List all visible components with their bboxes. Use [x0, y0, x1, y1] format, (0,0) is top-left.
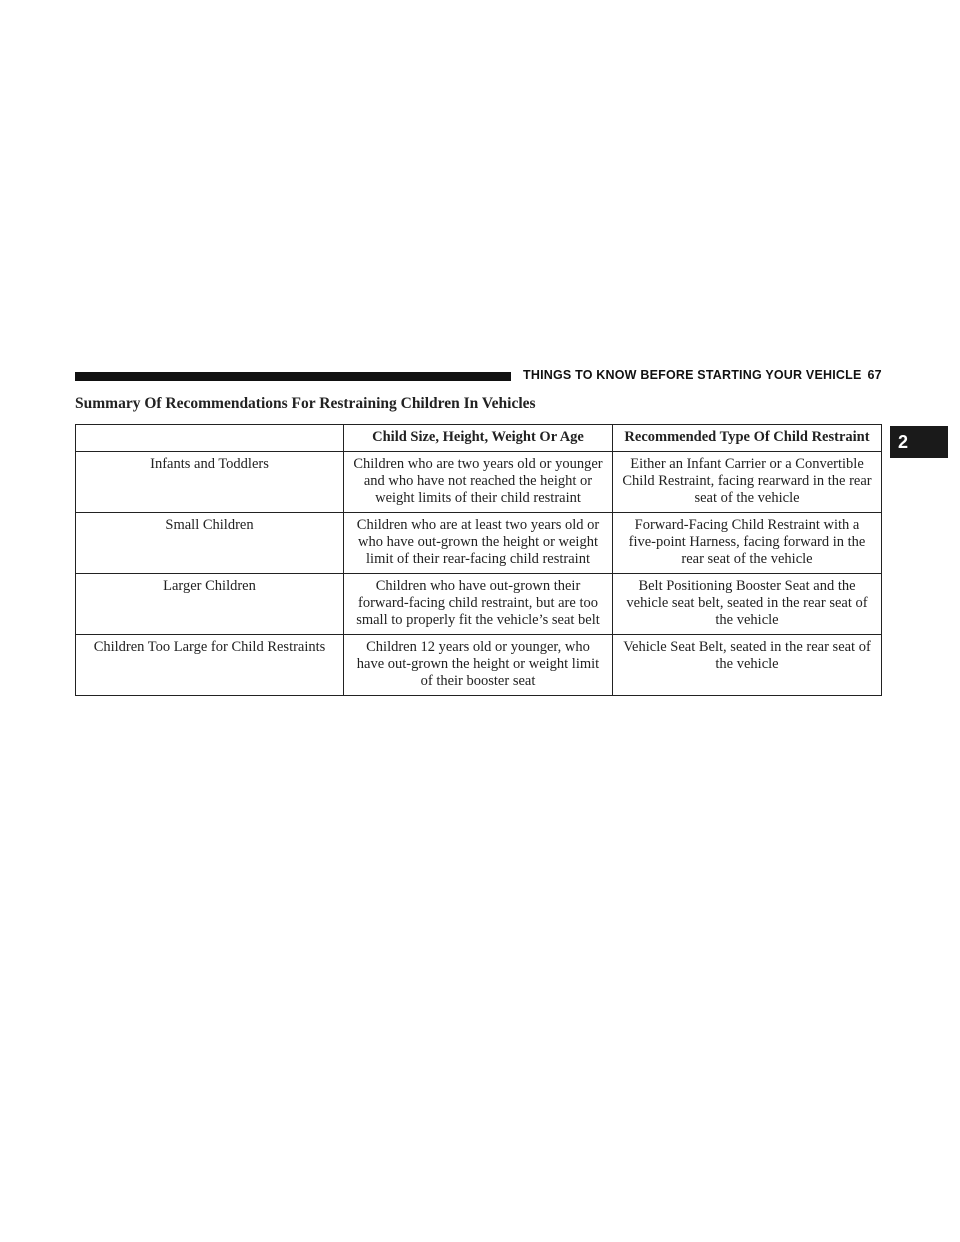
running-header [523, 368, 882, 382]
column-header-child-size: Child Size, Height, Weight Or Age [344, 425, 613, 452]
table-row [76, 635, 882, 696]
recommendations-table [75, 424, 882, 696]
table-header-row [76, 425, 882, 452]
table-row [76, 574, 882, 635]
table-row [76, 452, 882, 513]
section-title: Summary Of Recommendations For Restraining Children In Vehicles [75, 395, 536, 412]
table-cell-restraint-type: Vehicle Seat Belt, seated in the rear seat of the vehicle [613, 635, 882, 696]
chapter-tab: 2 [890, 426, 948, 458]
column-header-restraint-type: Recommended Type Of Child Restraint [613, 425, 882, 452]
table-cell-category: Larger Children [76, 574, 344, 635]
header-rule [75, 372, 511, 381]
table-cell-child-size: Children who have out-grown their forward-facing child restraint, but are too small to properly fit the vehicle’s seat belt [344, 574, 613, 635]
table-cell-child-size: Children who are two years old or younger and who have not reached the height or weight limits of their child restraint [344, 452, 613, 513]
header-title: THINGS TO KNOW BEFORE STARTING YOUR VEHICLE [523, 368, 862, 382]
table-cell-category: Small Children [76, 513, 344, 574]
table-row [76, 513, 882, 574]
table-cell-restraint-type: Forward-Facing Child Restraint with a five-point Harness, facing forward in the rear seat of the vehicle [613, 513, 882, 574]
page-number: 67 [867, 368, 882, 382]
table-cell-restraint-type: Either an Infant Carrier or a Convertible Child Restraint, facing rearward in the rear seat of the vehicle [613, 452, 882, 513]
table-cell-category: Children Too Large for Child Restraints [76, 635, 344, 696]
table-cell-child-size: Children 12 years old or younger, who have out-grown the height or weight limit of their booster seat [344, 635, 613, 696]
table-cell-restraint-type: Belt Positioning Booster Seat and the vehicle seat belt, seated in the rear seat of the vehicle [613, 574, 882, 635]
table-cell-child-size: Children who are at least two years old or who have out-grown the height or weight limit of their rear-facing child restraint [344, 513, 613, 574]
column-header-category [76, 425, 344, 452]
table-cell-category: Infants and Toddlers [76, 452, 344, 513]
